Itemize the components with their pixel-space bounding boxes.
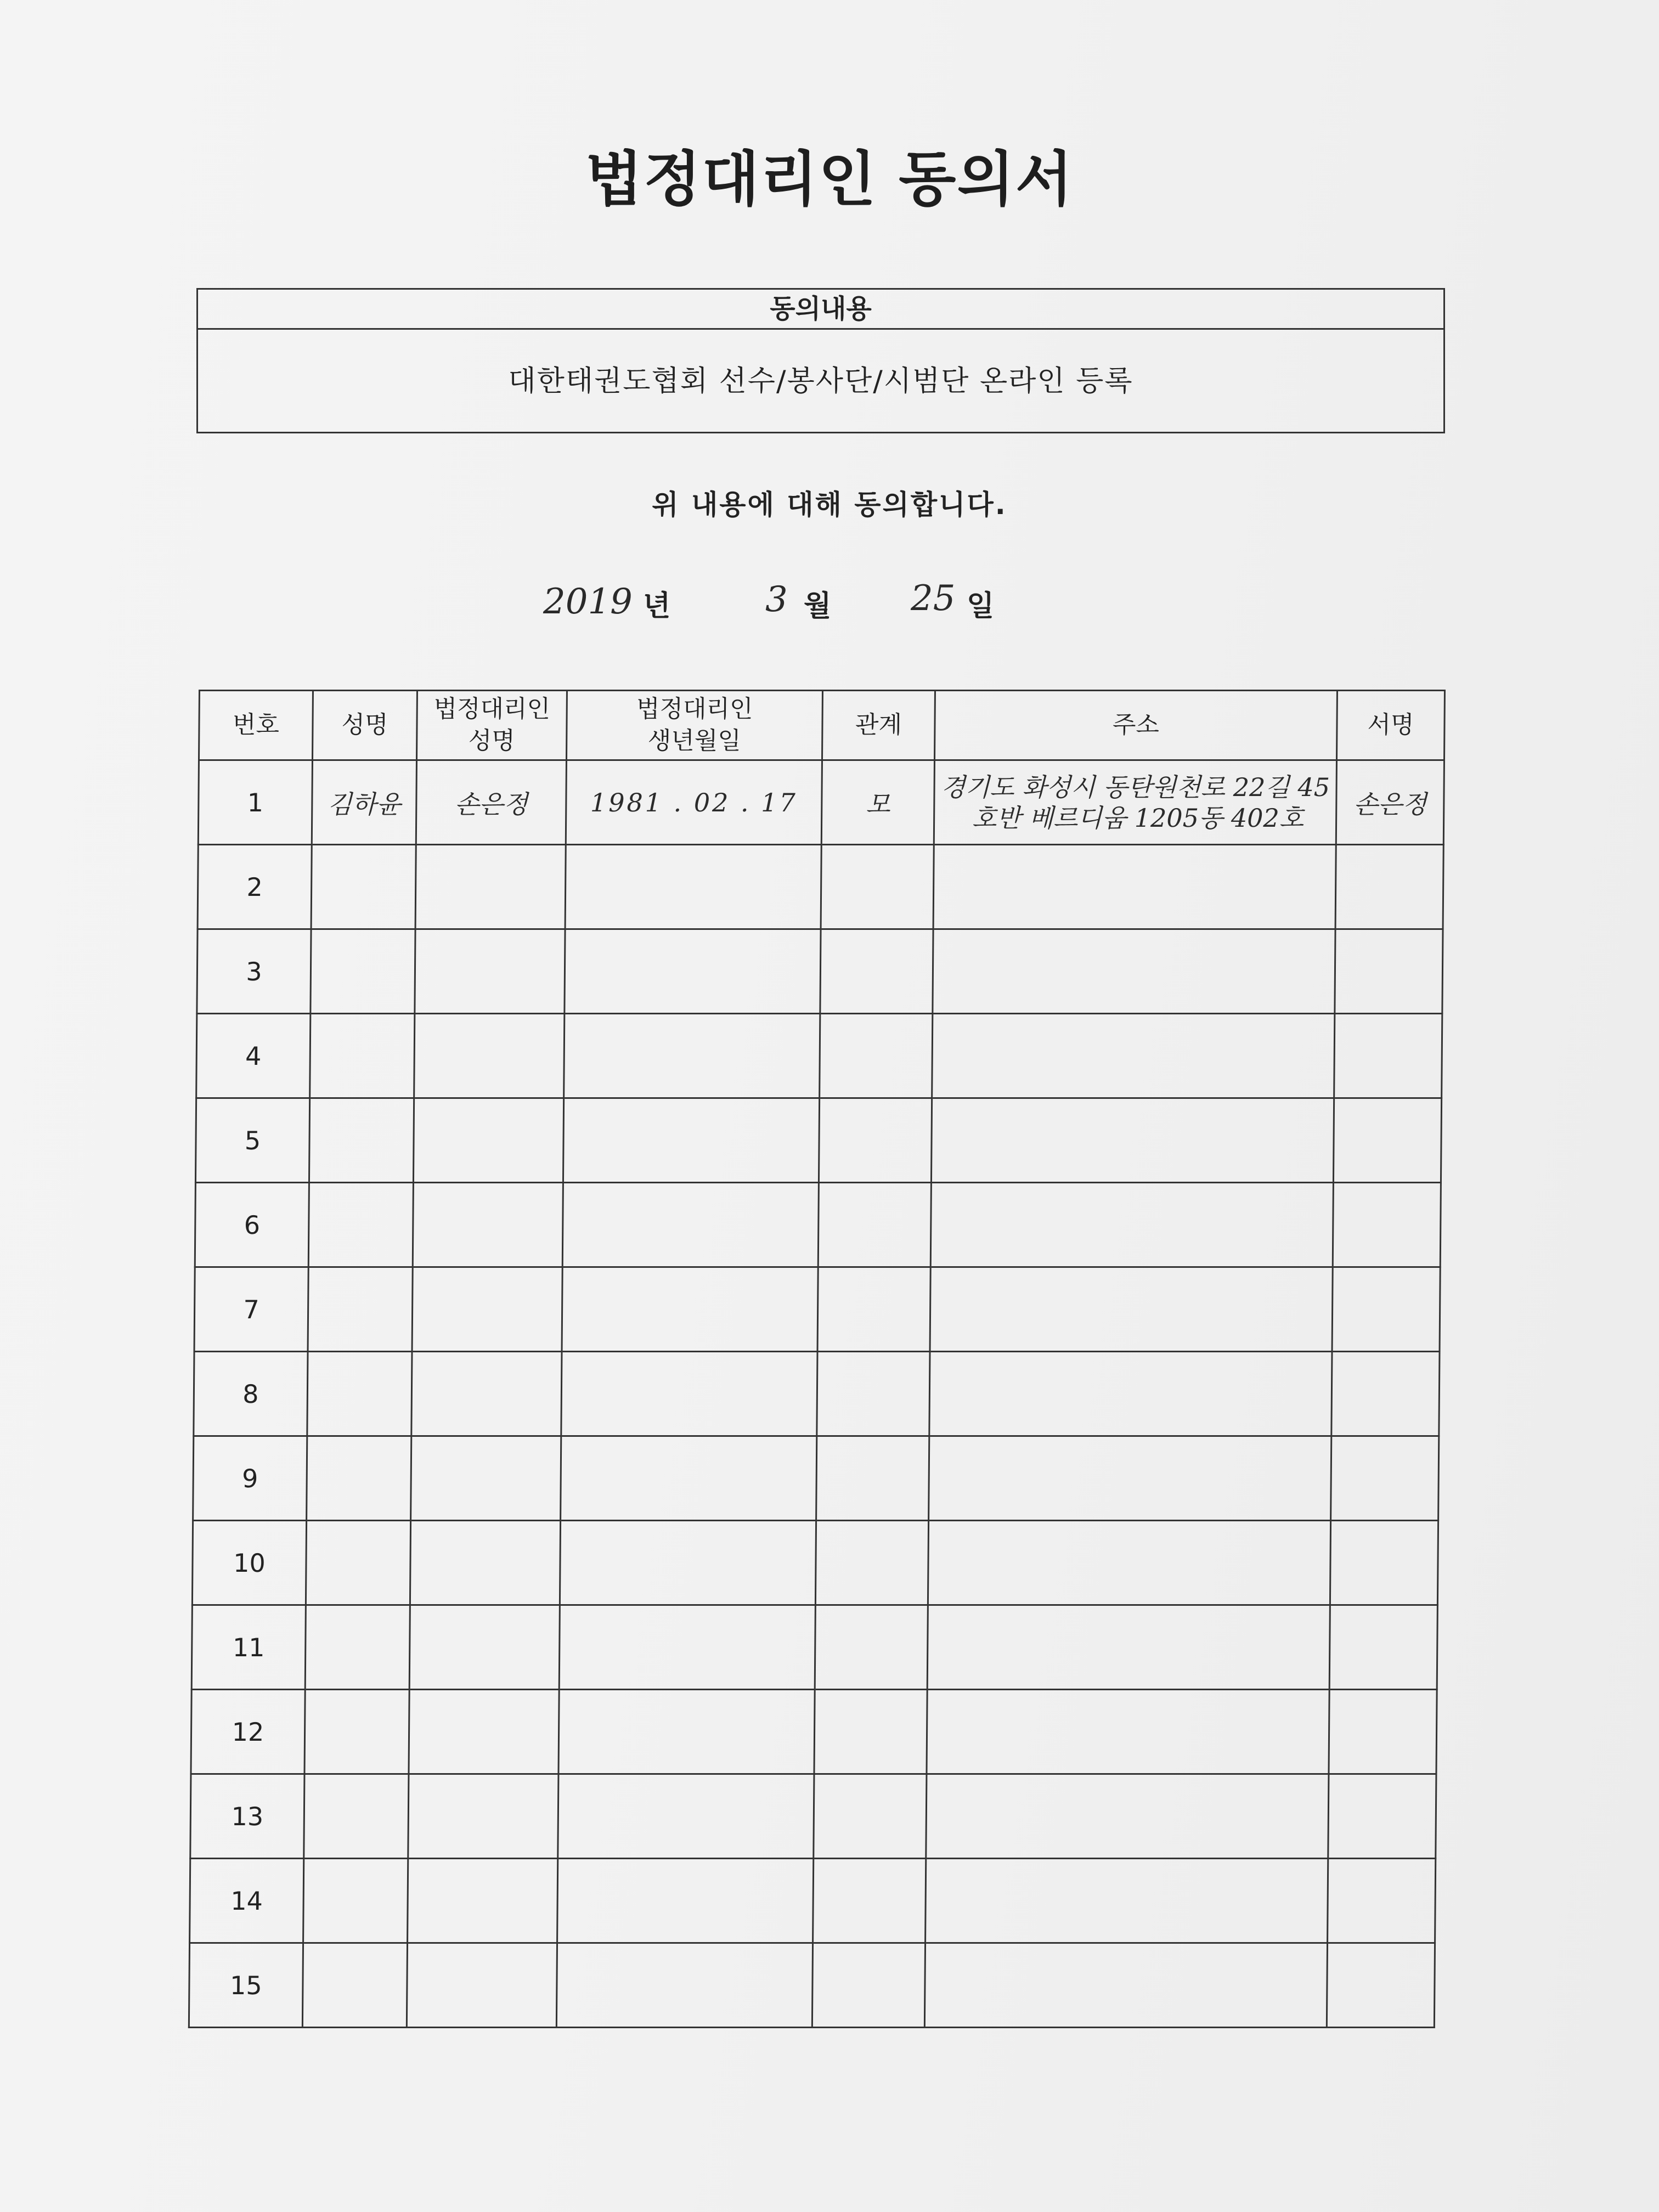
cell-signature[interactable] [1328, 1774, 1436, 1859]
cell-relation[interactable] [815, 1605, 928, 1690]
cell-name[interactable] [305, 1605, 410, 1690]
cell-no: 3 [197, 929, 311, 1014]
header-relation: 관계 [822, 691, 935, 760]
cell-signature[interactable] [1327, 1943, 1435, 2028]
cell-no: 10 [192, 1521, 306, 1605]
table-row [198, 845, 1443, 929]
cell-address[interactable] [929, 1352, 1332, 1436]
table-row [191, 1605, 1437, 1690]
cell-guardian-birth[interactable] [556, 1943, 812, 2028]
cell-guardian-name[interactable] [410, 1521, 560, 1605]
cell-signature[interactable] [1335, 845, 1443, 929]
cell-relation[interactable] [819, 1098, 932, 1183]
cell-name[interactable] [303, 1859, 408, 1943]
cell-no: 8 [194, 1352, 308, 1436]
cell-guardian-birth[interactable] [558, 1690, 815, 1774]
cell-no: 2 [198, 845, 312, 929]
cell-guardian-name[interactable] [408, 1859, 558, 1943]
cell-name[interactable] [306, 1521, 410, 1605]
cell-relation[interactable] [812, 1943, 925, 2028]
cell-address[interactable] [933, 845, 1336, 929]
cell-guardian-name[interactable]: 손은정 [416, 760, 566, 845]
cell-guardian-birth[interactable] [563, 1098, 819, 1183]
header-guardian-name-line2: 성명 [468, 727, 515, 755]
cell-address[interactable] [927, 1690, 1329, 1774]
table-row [194, 1352, 1440, 1436]
guardian-table [188, 690, 1446, 2028]
cell-address[interactable] [931, 1098, 1334, 1183]
cell-no: 1 [198, 760, 312, 845]
cell-signature[interactable] [1329, 1690, 1437, 1774]
cell-signature[interactable] [1328, 1859, 1436, 1943]
cell-relation[interactable] [816, 1436, 929, 1521]
cell-guardian-name[interactable] [415, 929, 565, 1014]
cell-no: 14 [190, 1859, 304, 1943]
cell-signature[interactable]: 손은정 [1336, 760, 1444, 845]
cell-guardian-birth[interactable]: 1981 . 02 . 17 [566, 760, 822, 845]
header-name: 성명 [312, 691, 417, 760]
cell-no: 4 [196, 1014, 311, 1098]
cell-guardian-name[interactable] [411, 1352, 562, 1436]
cell-guardian-name[interactable] [412, 1267, 562, 1352]
document-title: 법정대리인 동의서 [585, 145, 1074, 214]
cell-guardian-birth[interactable] [564, 1014, 820, 1098]
cell-relation[interactable] [814, 1690, 927, 1774]
consent-header: 동의내용 [198, 290, 1443, 330]
cell-signature[interactable] [1333, 1183, 1441, 1267]
cell-name[interactable] [309, 1098, 414, 1183]
cell-guardian-name[interactable] [414, 1014, 565, 1098]
cell-address[interactable] [934, 760, 1336, 845]
cell-guardian-name[interactable] [413, 1183, 563, 1267]
cell-guardian-name[interactable] [409, 1605, 560, 1690]
cell-signature[interactable] [1334, 1014, 1442, 1098]
cell-name[interactable] [307, 1436, 411, 1521]
cell-name[interactable] [311, 929, 415, 1014]
date-year-value: 2019 [543, 582, 633, 622]
cell-signature[interactable] [1329, 1605, 1437, 1690]
date-day-label: 일 [967, 590, 995, 623]
cell-signature[interactable] [1332, 1267, 1440, 1352]
cell-address[interactable] [927, 1605, 1330, 1690]
header-address: 주소 [934, 691, 1337, 760]
cell-no: 11 [191, 1605, 306, 1690]
consent-box [196, 288, 1445, 433]
cell-address[interactable] [929, 1436, 1331, 1521]
cell-relation[interactable] [814, 1774, 927, 1859]
cell-relation[interactable] [815, 1521, 928, 1605]
table-row [196, 1014, 1442, 1098]
cell-guardian-birth[interactable] [562, 1267, 818, 1352]
cell-relation[interactable] [817, 1267, 930, 1352]
date-year-label: 년 [643, 590, 671, 623]
cell-no: 6 [195, 1183, 309, 1267]
cell-address[interactable] [928, 1521, 1330, 1605]
cell-guardian-name[interactable] [409, 1690, 559, 1774]
cell-relation[interactable] [813, 1859, 926, 1943]
consent-content: 대한태권도협회 선수/봉사단/시범단 온라인 등록 [508, 365, 1133, 398]
cell-guardian-birth[interactable] [557, 1859, 814, 1943]
table-row [197, 929, 1443, 1014]
cell-name[interactable] [302, 1943, 407, 2028]
table-row [195, 1183, 1441, 1267]
table-header-row [199, 691, 1444, 760]
cell-name[interactable] [304, 1774, 409, 1859]
cell-signature[interactable] [1331, 1436, 1439, 1521]
date-month-value: 3 [765, 579, 788, 620]
table-row [194, 1267, 1440, 1352]
header-guardian-birth-line1: 법정대리인 [636, 695, 753, 723]
cell-name[interactable]: 김하윤 [312, 760, 416, 845]
cell-guardian-birth[interactable] [562, 1183, 819, 1267]
cell-no: 5 [195, 1098, 309, 1183]
cell-name[interactable] [304, 1690, 409, 1774]
cell-relation[interactable] [820, 1014, 933, 1098]
table-body [189, 760, 1444, 2028]
cell-guardian-birth[interactable] [558, 1774, 814, 1859]
agree-statement: 위 내용에 대해 동의합니다. [652, 489, 1007, 521]
cell-address[interactable] [930, 1183, 1333, 1267]
header-no: 번호 [199, 691, 313, 760]
cell-address[interactable] [926, 1859, 1328, 1943]
header-guardian-birth-line2: 생년월일 [647, 727, 741, 755]
cell-name[interactable] [308, 1183, 413, 1267]
table-row [189, 1943, 1435, 2028]
cell-guardian-birth[interactable] [560, 1521, 816, 1605]
table-row [193, 1436, 1439, 1521]
cell-guardian-birth[interactable] [559, 1605, 815, 1690]
cell-name[interactable] [308, 1267, 413, 1352]
cell-guardian-birth[interactable] [561, 1436, 817, 1521]
cell-guardian-birth[interactable] [561, 1352, 817, 1436]
table-row [190, 1774, 1436, 1859]
cell-guardian-birth[interactable] [565, 929, 821, 1014]
cell-signature[interactable] [1331, 1352, 1440, 1436]
cell-no: 15 [189, 1943, 303, 2028]
cell-no: 7 [194, 1267, 308, 1352]
cell-signature[interactable] [1333, 1098, 1441, 1183]
header-guardian-name [416, 691, 567, 760]
cell-address[interactable] [926, 1774, 1329, 1859]
cell-relation[interactable] [818, 1183, 931, 1267]
cell-address[interactable] [933, 929, 1335, 1014]
cell-address[interactable] [932, 1014, 1335, 1098]
cell-relation[interactable]: 모 [821, 760, 934, 845]
cell-relation[interactable] [821, 845, 934, 929]
cell-guardian-name[interactable] [415, 845, 566, 929]
cell-relation[interactable] [820, 929, 933, 1014]
table-row [192, 1521, 1438, 1605]
cell-address-line2: 호반 베르디움 1205동 402호 [972, 803, 1304, 833]
cell-guardian-name[interactable] [411, 1436, 561, 1521]
cell-address-line1: 경기도 화성시 동탄원천로 22길 45 [940, 772, 1330, 802]
table-row [190, 1859, 1436, 1943]
cell-name[interactable] [307, 1352, 412, 1436]
cell-guardian-birth[interactable] [565, 845, 821, 929]
header-guardian-name-line1: 법정대리인 [433, 695, 551, 723]
cell-no: 9 [193, 1436, 307, 1521]
cell-guardian-name[interactable] [408, 1774, 558, 1859]
date-row [0, 571, 1659, 636]
cell-guardian-name[interactable] [407, 1943, 557, 2028]
cell-name[interactable] [310, 1014, 415, 1098]
table-row [191, 1690, 1437, 1774]
cell-signature[interactable] [1335, 929, 1443, 1014]
cell-guardian-name[interactable] [413, 1098, 563, 1183]
cell-relation[interactable] [817, 1352, 930, 1436]
cell-signature[interactable] [1330, 1521, 1438, 1605]
header-signature: 서명 [1336, 691, 1444, 760]
cell-no: 13 [190, 1774, 304, 1859]
cell-no: 12 [191, 1690, 305, 1774]
cell-address[interactable] [930, 1267, 1333, 1352]
date-day-value: 25 [911, 578, 956, 619]
table-row [195, 1098, 1441, 1183]
cell-address[interactable] [924, 1943, 1327, 2028]
date-month-label: 월 [804, 590, 832, 623]
table-row [198, 760, 1444, 845]
header-guardian-birth [566, 691, 822, 760]
cell-name[interactable] [311, 845, 416, 929]
